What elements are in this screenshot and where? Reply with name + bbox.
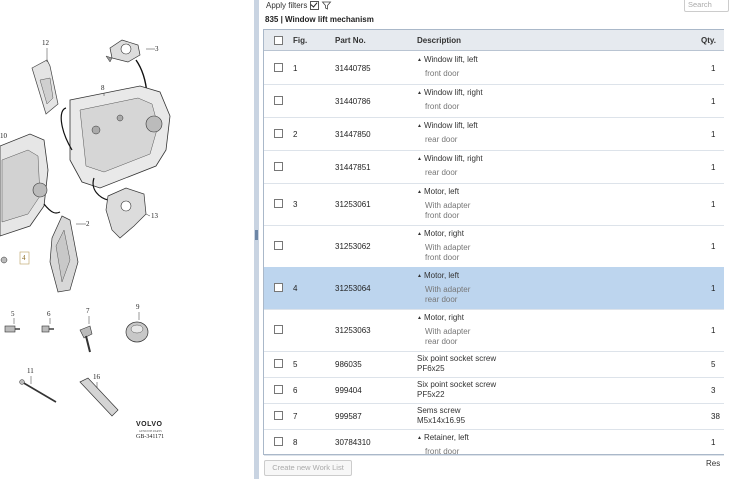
row-part-no: 31253061 bbox=[335, 200, 371, 209]
row-description-detail: rear door bbox=[425, 135, 458, 144]
row-description-title[interactable] bbox=[417, 313, 470, 322]
table-row[interactable] bbox=[264, 51, 724, 85]
row-qty: 1 bbox=[711, 284, 716, 293]
filter-funnel-icon[interactable] bbox=[322, 1, 331, 10]
expand-triangle-icon[interactable]: ▲ bbox=[417, 435, 422, 441]
row-description-title bbox=[417, 406, 465, 415]
row-description-title[interactable] bbox=[417, 187, 470, 196]
row-description-title bbox=[417, 354, 496, 363]
select-all-checkbox[interactable] bbox=[274, 36, 283, 45]
row-description-detail: front door bbox=[425, 253, 460, 262]
row-fig: 7 bbox=[293, 412, 298, 421]
row-part-no: 31253063 bbox=[335, 326, 371, 335]
row-description-detail: rear door bbox=[425, 168, 458, 177]
table-row[interactable] bbox=[264, 183, 724, 226]
row-checkbox[interactable] bbox=[274, 199, 283, 208]
callout-3[interactable]: 3 bbox=[155, 45, 159, 53]
table-row[interactable] bbox=[264, 351, 724, 378]
page-title: 835 | Window lift mechanism bbox=[265, 15, 374, 24]
row-qty: 1 bbox=[711, 242, 716, 251]
apply-filters[interactable] bbox=[266, 0, 331, 11]
table-header bbox=[264, 30, 724, 51]
row-checkbox[interactable] bbox=[274, 359, 283, 368]
row-description-text: Window lift, right bbox=[423, 88, 483, 97]
row-checkbox[interactable] bbox=[274, 283, 283, 292]
splitter-grip-icon[interactable] bbox=[255, 230, 258, 240]
row-part-no: 31253062 bbox=[335, 242, 371, 251]
row-description-detail: PF5x22 bbox=[417, 390, 445, 399]
row-part-no: 986035 bbox=[335, 360, 362, 369]
callout-6[interactable]: 6 bbox=[47, 310, 51, 318]
row-description-title[interactable] bbox=[417, 55, 478, 64]
row-description-detail: front door bbox=[425, 69, 460, 78]
table-row[interactable] bbox=[264, 377, 724, 404]
row-description bbox=[417, 313, 470, 346]
row-description bbox=[417, 154, 483, 177]
row-fig: 1 bbox=[293, 64, 298, 73]
row-description-detail: rear door bbox=[425, 337, 458, 346]
row-description-text: Retainer, left bbox=[423, 433, 469, 442]
expand-triangle-icon[interactable]: ▲ bbox=[417, 231, 422, 237]
row-qty: 5 bbox=[711, 360, 716, 369]
row-description-text: Six point socket screw bbox=[417, 380, 497, 389]
row-part-no: 31440786 bbox=[335, 97, 371, 106]
apply-filters-checkbox[interactable] bbox=[310, 1, 319, 10]
row-description-title[interactable] bbox=[417, 121, 478, 130]
row-description-title[interactable] bbox=[417, 154, 483, 163]
row-description-detail: front door bbox=[425, 211, 460, 220]
expand-triangle-icon[interactable]: ▲ bbox=[417, 123, 422, 129]
expand-triangle-icon[interactable]: ▲ bbox=[417, 156, 422, 162]
row-qty: 1 bbox=[711, 130, 716, 139]
row-description bbox=[417, 187, 470, 220]
row-fig: 6 bbox=[293, 386, 298, 395]
row-checkbox[interactable] bbox=[274, 411, 283, 420]
row-description-title[interactable] bbox=[417, 88, 483, 97]
parts-diagram[interactable] bbox=[0, 0, 254, 479]
row-description-detail: PF6x25 bbox=[417, 364, 445, 373]
callout-4[interactable]: 4 bbox=[22, 254, 26, 262]
row-description-detail: With adapter bbox=[425, 327, 471, 336]
callout-16[interactable]: 16 bbox=[93, 373, 100, 381]
row-description-detail: With adapter bbox=[425, 243, 471, 252]
table-row[interactable] bbox=[264, 429, 724, 456]
exploded-view-drawing bbox=[0, 0, 254, 479]
volvo-logo: VOLVO bbox=[136, 421, 163, 428]
row-description bbox=[417, 433, 469, 456]
row-description-text: Window lift, left bbox=[423, 55, 478, 64]
row-fig: 8 bbox=[293, 438, 298, 447]
callout-9[interactable]: 9 bbox=[136, 303, 140, 311]
row-description-text: Motor, left bbox=[423, 187, 460, 196]
row-checkbox[interactable] bbox=[274, 385, 283, 394]
row-description-text: Motor, right bbox=[423, 313, 464, 322]
row-fig: 5 bbox=[293, 360, 298, 369]
row-part-no: 31253064 bbox=[335, 284, 371, 293]
search-input[interactable]: Search bbox=[684, 0, 729, 12]
results-label: Res bbox=[706, 459, 721, 468]
row-qty: 1 bbox=[711, 326, 716, 335]
parts-table bbox=[263, 29, 724, 455]
expand-triangle-icon[interactable]: ▲ bbox=[417, 57, 422, 63]
expand-triangle-icon[interactable]: ▲ bbox=[417, 315, 422, 321]
table-row[interactable] bbox=[264, 309, 724, 352]
header-fig[interactable]: Fig. bbox=[293, 36, 308, 45]
callout-13[interactable]: 13 bbox=[151, 212, 158, 220]
row-checkbox[interactable] bbox=[274, 162, 283, 171]
callout-5[interactable]: 5 bbox=[11, 310, 15, 318]
row-fig: 3 bbox=[293, 200, 298, 209]
callout-2[interactable]: 2 bbox=[86, 220, 90, 228]
row-qty: 3 bbox=[711, 386, 716, 395]
row-qty: 1 bbox=[711, 438, 716, 447]
brand-subtitle: GENUINE PARTS bbox=[139, 429, 162, 433]
callout-8[interactable]: 8 bbox=[101, 84, 105, 92]
row-part-no: 999404 bbox=[335, 386, 362, 395]
create-work-list-button[interactable]: Create new Work List bbox=[264, 460, 352, 476]
row-checkbox[interactable] bbox=[274, 325, 283, 334]
header-qty[interactable]: Qty. bbox=[701, 36, 716, 45]
row-description bbox=[417, 229, 470, 262]
row-qty: 1 bbox=[711, 64, 716, 73]
row-description bbox=[417, 354, 496, 373]
row-qty: 1 bbox=[711, 163, 716, 172]
row-description bbox=[417, 380, 496, 399]
row-description-title bbox=[417, 380, 496, 389]
parts-list-panel bbox=[259, 0, 719, 479]
row-part-no: 31447851 bbox=[335, 163, 371, 172]
callout-12[interactable]: 12 bbox=[42, 39, 49, 47]
header-part-no[interactable]: Part No. bbox=[335, 36, 366, 45]
row-description-text: Motor, left bbox=[423, 271, 460, 280]
expand-triangle-icon[interactable]: ▲ bbox=[417, 90, 422, 96]
table-row[interactable] bbox=[264, 150, 724, 184]
table-row[interactable] bbox=[264, 84, 724, 118]
figure-code: GB-341171 bbox=[136, 434, 165, 440]
row-part-no: 999587 bbox=[335, 412, 362, 421]
row-part-no: 30784310 bbox=[335, 438, 371, 447]
row-checkbox[interactable] bbox=[274, 63, 283, 72]
row-description-text: Window lift, left bbox=[423, 121, 478, 130]
table-row[interactable] bbox=[264, 117, 724, 151]
table-row[interactable] bbox=[264, 225, 724, 268]
callout-7[interactable]: 7 bbox=[86, 307, 90, 315]
row-description-detail: With adapter bbox=[425, 201, 471, 210]
callout-11[interactable]: 11 bbox=[27, 367, 34, 375]
row-description-text: Motor, right bbox=[423, 229, 464, 238]
row-fig: 2 bbox=[293, 130, 298, 139]
row-qty: 1 bbox=[711, 200, 716, 209]
row-description bbox=[417, 88, 483, 111]
row-description-text: Window lift, right bbox=[423, 154, 483, 163]
expand-triangle-icon[interactable]: ▲ bbox=[417, 273, 422, 279]
callout-10[interactable]: 10 bbox=[0, 132, 7, 140]
row-checkbox[interactable] bbox=[274, 241, 283, 250]
row-description-detail: front door bbox=[425, 102, 460, 111]
row-part-no: 31447850 bbox=[335, 130, 371, 139]
row-description bbox=[417, 271, 470, 304]
row-qty: 1 bbox=[711, 97, 716, 106]
row-description-detail: front door bbox=[425, 447, 460, 456]
row-part-no: 31440785 bbox=[335, 64, 371, 73]
row-checkbox[interactable] bbox=[274, 96, 283, 105]
row-description-title[interactable] bbox=[417, 433, 469, 442]
row-description-detail: M5x14x16.95 bbox=[417, 416, 466, 425]
expand-triangle-icon[interactable]: ▲ bbox=[417, 189, 422, 195]
row-checkbox[interactable] bbox=[274, 437, 283, 446]
row-fig: 4 bbox=[293, 284, 298, 293]
table-row[interactable] bbox=[264, 403, 724, 430]
row-checkbox[interactable] bbox=[274, 129, 283, 138]
row-qty: 38 bbox=[711, 412, 720, 421]
row-description-detail: rear door bbox=[425, 295, 458, 304]
apply-filters-label: Apply filters bbox=[266, 1, 308, 10]
row-description bbox=[417, 121, 478, 144]
row-description bbox=[417, 55, 478, 78]
row-description-text: Sems screw bbox=[417, 406, 461, 415]
header-description[interactable]: Description bbox=[417, 36, 462, 45]
row-description-text: Six point socket screw bbox=[417, 354, 497, 363]
table-row[interactable] bbox=[264, 267, 724, 310]
row-description-detail: With adapter bbox=[425, 285, 471, 294]
row-description-title[interactable] bbox=[417, 271, 470, 280]
row-description bbox=[417, 406, 465, 425]
row-description-title[interactable] bbox=[417, 229, 470, 238]
